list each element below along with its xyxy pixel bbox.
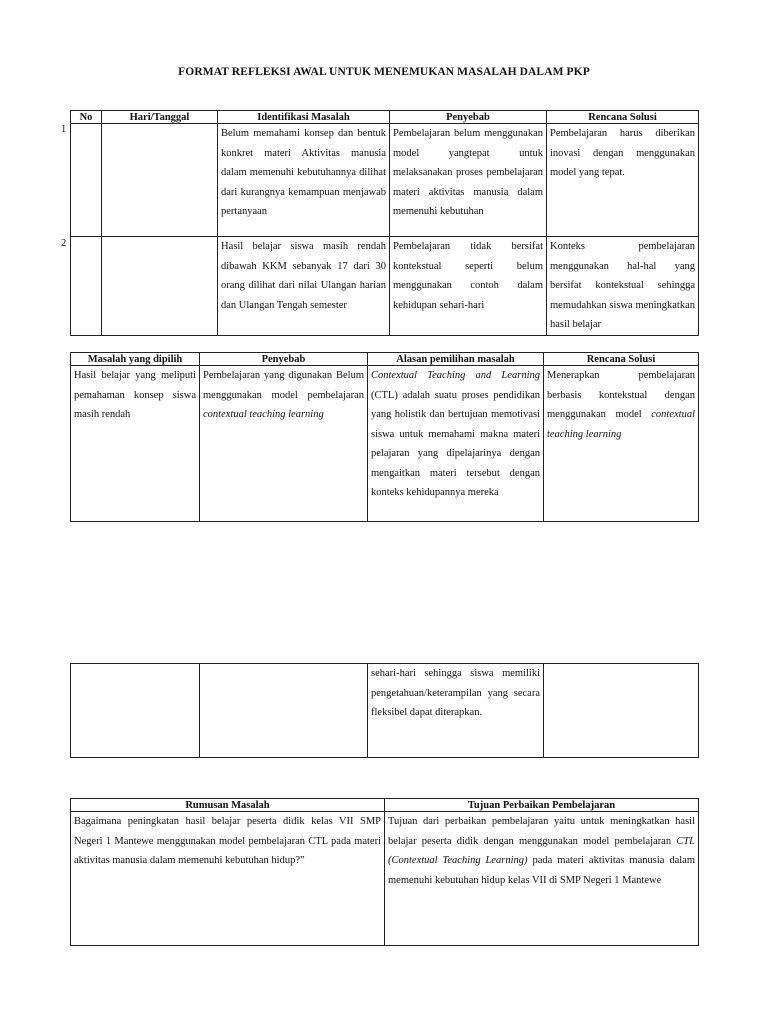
table-row	[71, 664, 699, 758]
selected-problem-table-continued	[70, 663, 699, 758]
cell-penyebab	[200, 366, 368, 522]
table-row	[71, 366, 699, 522]
tujuan-text: Tujuan dari perbaikan pembelajaran yaitu untuk meningkatkan hasil belajar peserta didik dengan menggunakan model pembelajaran	[388, 816, 695, 847]
cell-solusi: Pembelajaran harus diberikan inovasi dengan menggunakan model yang tepat.	[547, 124, 699, 237]
selected-problem-table	[70, 352, 699, 522]
solusi-text: Menerapkan pembelajaran berbasis kontekstual dengan menggunakan model	[547, 370, 695, 420]
cell-rumusan: Bagaimana peningkatan hasil belajar peserta didik kelas VII SMP Negeri 1 Mantewe menggunakan model pembelajaran CTL pada materi aktivitas manusia dalam memenuhi kebutuhan hidup?”	[71, 812, 385, 946]
table-header-row	[71, 799, 699, 812]
header-rumusan: Rumusan Masalah	[71, 799, 385, 812]
row-number-1: 1	[61, 124, 67, 135]
header-tanggal: Hari/Tanggal	[102, 111, 218, 124]
tujuan-text-end: pada materi aktivitas manusia dalam memenuhi kebutuhan hidup kelas VII di SMP Negeri 1 Mantewe	[388, 855, 695, 886]
cell-masalah	[71, 664, 200, 758]
reflection-table	[70, 110, 699, 336]
cell-masalah: Hasil belajar yang meliputi pemahaman konsep siswa masih rendah	[71, 366, 200, 522]
header-no: No	[71, 111, 102, 124]
penyebab-text: Pembelajaran yang digunakan Belum menggunakan model pembelajaran	[203, 370, 364, 401]
cell-penyebab: Pembelajaran belum menggunakan model yangtepat untuk melaksanakan proses pembelajaran materi aktivitas manusia dalam memenuhi kebutuhan	[390, 124, 547, 237]
cell-tujuan	[385, 812, 699, 946]
tujuan-ctl-italic: CTL (Contextual Teaching Learning)	[388, 835, 695, 866]
penyebab-model-italic: contextual teaching learning	[203, 409, 324, 420]
header-solusi: Rencana Solusi	[544, 353, 699, 366]
cell-no	[71, 237, 102, 336]
cell-alasan	[368, 366, 544, 522]
cell-tanggal	[102, 124, 218, 237]
cell-solusi	[544, 366, 699, 522]
cell-alasan: sehari-hari sehingga siswa memiliki pengetahuan/keterampilan yang secara fleksibel dapat diterapkan.	[368, 664, 544, 758]
alasan-ctl-italic: Contextual Teaching and Learning	[371, 370, 540, 381]
solusi-model-italic: contextual teaching learning	[547, 409, 695, 440]
header-penyebab: Penyebab	[390, 111, 547, 124]
row-number-2: 2	[61, 238, 67, 249]
table-row	[71, 237, 699, 336]
cell-penyebab	[200, 664, 368, 758]
cell-penyebab: Pembelajaran tidak bersifat kontekstual seperti belum menggunakan contoh dalam kehidupan sehari-hari	[390, 237, 547, 336]
header-tujuan: Tujuan Perbaikan Pembelajaran	[385, 799, 699, 812]
problem-formulation-table	[70, 798, 699, 946]
alasan-text: (CTL) adalah suatu proses pendidikan yang holistik dan bertujuan memotivasi siswa untuk memahami makna materi pelajaran yang dipelajarinya dengan mengaitkan materi tersebut dengan konteks kehidupannya mereka	[371, 389, 540, 498]
header-penyebab: Penyebab	[200, 353, 368, 366]
table-row	[71, 124, 699, 237]
table-row	[71, 812, 699, 946]
cell-solusi	[544, 664, 699, 758]
header-masalah: Masalah yang dipilih	[71, 353, 200, 366]
table-header-row	[71, 353, 699, 366]
cell-no	[71, 124, 102, 237]
cell-identifikasi: Belum memahami konsep dan bentuk konkret materi Aktivitas manusia dalam memenuhi kebutuhannya dilihat dari kurangnya kemampuan menjawab pertanyaan	[218, 124, 390, 237]
header-alasan: Alasan pemilihan masalah	[368, 353, 544, 366]
cell-identifikasi: Hasil belajar siswa masih rendah dibawah KKM sebanyak 17 dari 30 orang dilihat dari nilai Ulangan harian dan Ulangan Tengah semester	[218, 237, 390, 336]
cell-solusi: Konteks pembelajaran menggunakan hal-hal yang bersifat kontekstual sehingga memudahkan siswa meningkatkan hasil belajar	[547, 237, 699, 336]
document-title: FORMAT REFLEKSI AWAL UNTUK MENEMUKAN MASALAH DALAM PKP	[178, 66, 590, 78]
header-solusi: Rencana Solusi	[547, 111, 699, 124]
header-identifikasi: Identifikasi Masalah	[218, 111, 390, 124]
cell-tanggal	[102, 237, 218, 336]
table-header-row	[71, 111, 699, 124]
